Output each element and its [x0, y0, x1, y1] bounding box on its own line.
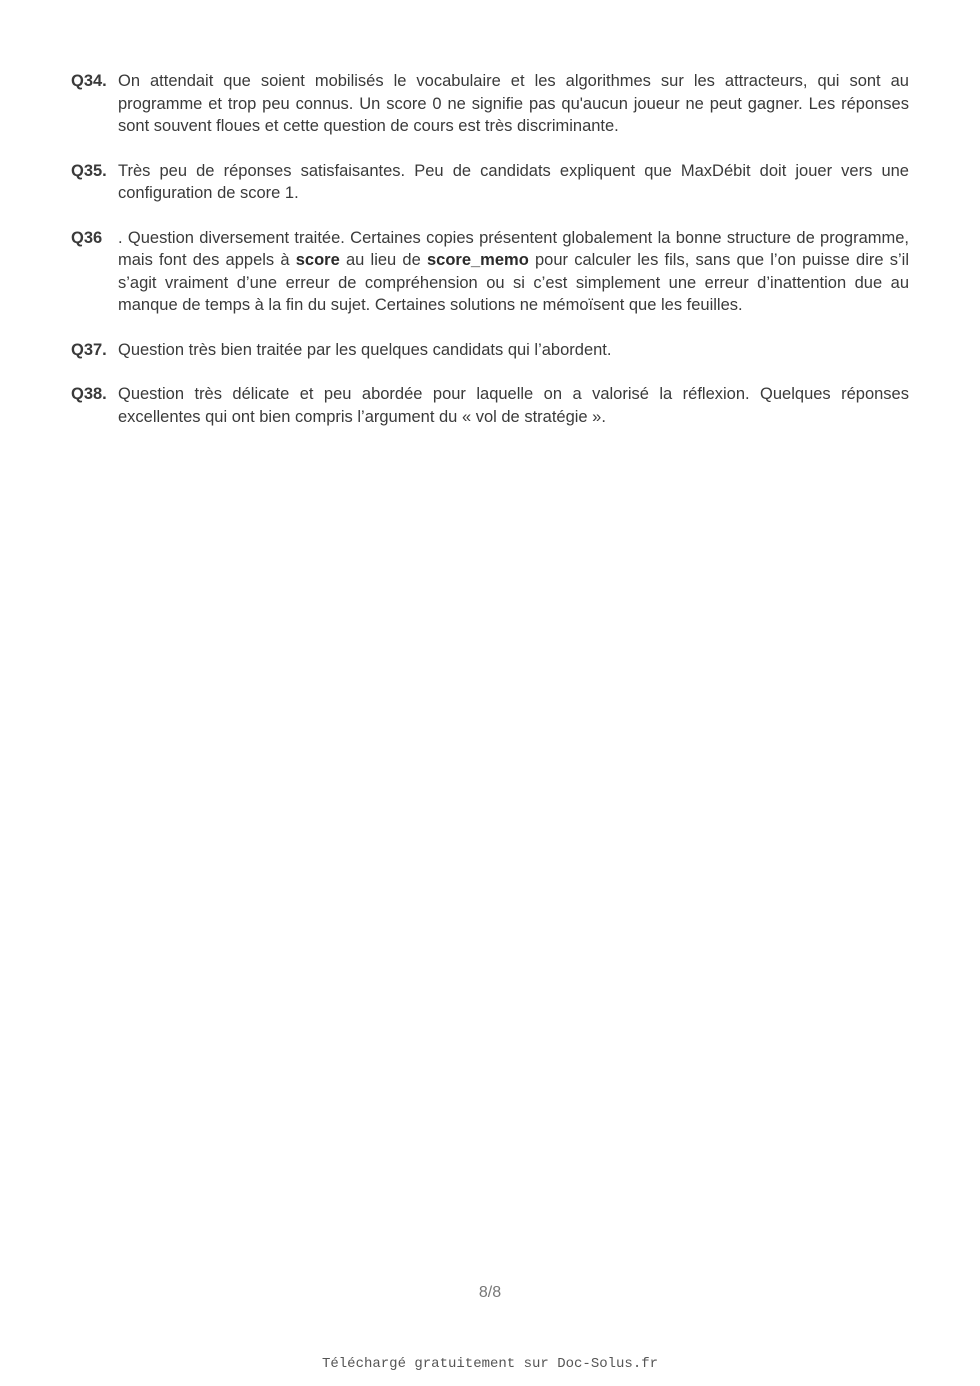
text-run: On attendait que soient mobilisés le vocabulaire et les algorithmes sur les attracteurs, qui sont au programme et trop peu connus. Un score 0 ne signifie pas qu'aucun joueur ne peut gagner. Les réponses sont souvent floues et cette question de cours est très discriminante. — [118, 72, 909, 135]
question-label: Q34. — [71, 72, 107, 90]
question-item — [71, 70, 909, 138]
question-item — [71, 160, 909, 205]
question-label: Q36 — [71, 228, 103, 247]
text-run: Question très bien traitée par les quelques candidats qui l’abordent. — [118, 340, 612, 359]
question-text — [118, 227, 909, 317]
text-run: Très peu de réponses satisfaisantes. Peu de candidats expliquent que MaxDébit doit jouer vers une configuration de score 1. — [118, 161, 909, 202]
code-identifier: score_memo — [426, 251, 529, 269]
question-label: Q35. — [71, 161, 107, 180]
question-item — [71, 227, 909, 317]
code-identifier: score — [295, 251, 340, 269]
question-text — [118, 339, 909, 362]
question-list — [71, 70, 909, 450]
question-label: Q38. — [71, 385, 107, 403]
text-run: . Question diversement traitée. Certaines copies présentent globalement la bonne structure de programme, mais font des appels à — [118, 228, 909, 269]
question-item — [71, 383, 909, 428]
text-run: pour calculer les fils, sans que l’on puisse dire s’il s’agit vraiment d’une erreur de compréhension ou si c’est simplement une erreur d’inattention due au manque de temps à la fin du sujet. Certaines solutions ne mémoïsent que les feuilles. — [118, 251, 909, 314]
question-text — [118, 160, 909, 205]
question-label: Q37. — [71, 340, 107, 359]
text-run: Question très délicate et peu abordée pour laquelle on a valorisé la réflexion. Quelques réponses excellentes qui ont bien compris l’argument du « vol de stratégie ». — [118, 385, 909, 426]
question-text — [118, 383, 909, 428]
page-number: 8/8 — [478, 1284, 502, 1301]
text-run: au lieu de — [339, 251, 427, 269]
download-footer: Téléchargé gratuitement sur Doc-Solus.fr — [321, 1356, 659, 1372]
question-item — [71, 339, 909, 362]
question-text — [118, 70, 909, 138]
